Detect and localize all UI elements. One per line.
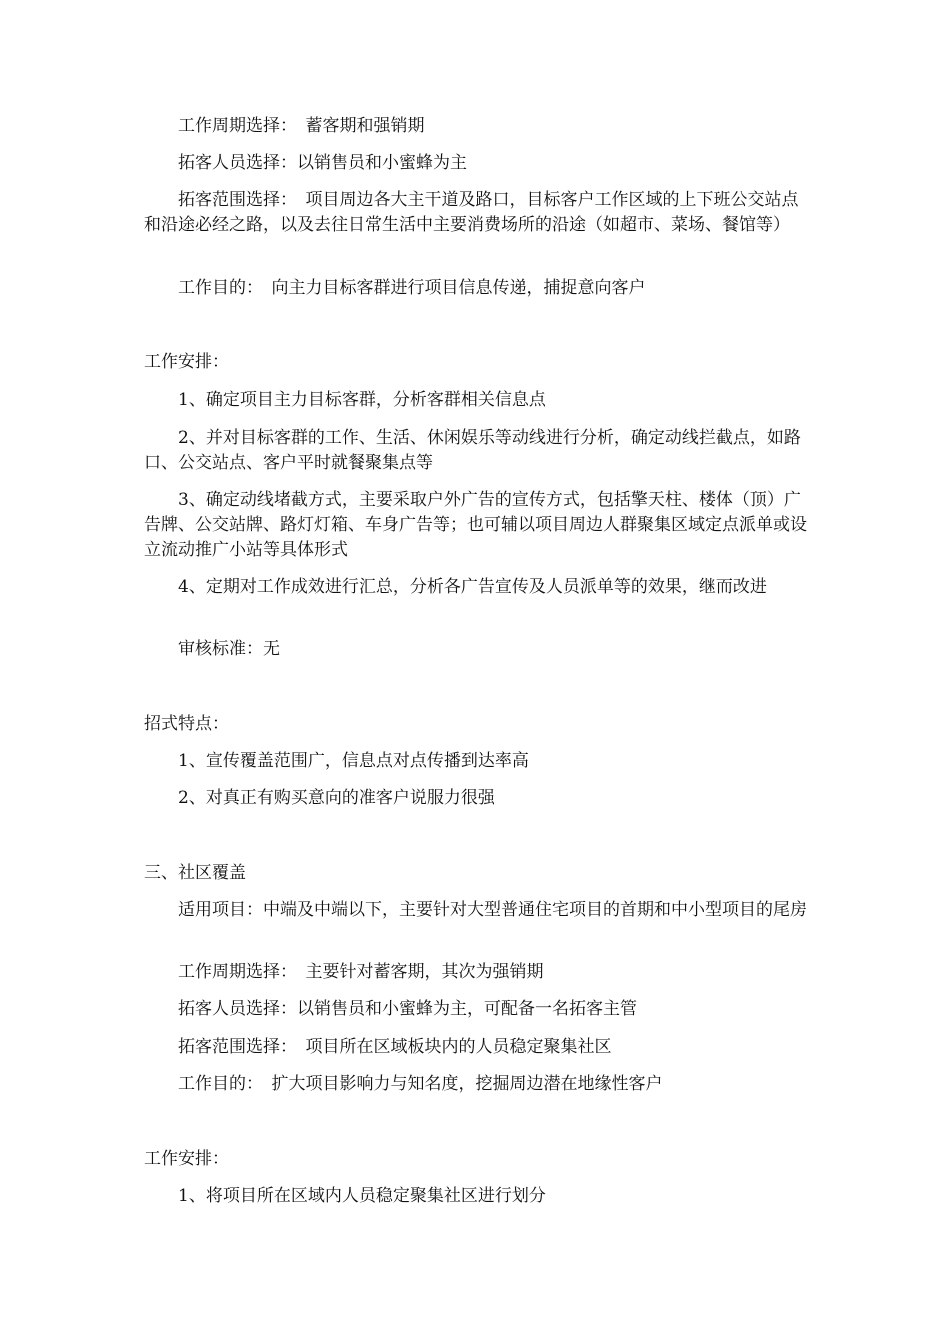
- staff-selection-line-2: 拓客人员选择：以销售员和小蜜蜂为主，可配备一名拓客主管: [178, 999, 637, 1019]
- arrangement-item-3: 3、确定动线堵截方式，主要采取户外广告的宣传方式，包括擎天柱、楼体（顶）广告牌、公交站牌、路灯灯箱、车身广告等；也可辅以项目周边人群聚集区域定点派单或设立流动推广小站等具体形式: [144, 490, 807, 560]
- arrangement-heading: 工作安排：: [144, 352, 229, 372]
- review-standard-line: 审核标准：无: [178, 639, 280, 659]
- features-heading: 招式特点：: [144, 714, 229, 734]
- section-three-heading: 三、社区覆盖: [144, 863, 246, 883]
- range-selection-paragraph: 拓客范围选择： 项目周边各大主干道及路口，目标客户工作区域的上下班公交站点和沿途必经之路，以及去往日常生活中主要消费场所的沿途（如超市、菜场、餐馆等）: [144, 190, 799, 235]
- arrangement-item-1: 1、确定项目主力目标客群，分析客群相关信息点: [178, 390, 546, 410]
- work-purpose-line-2: 工作目的： 扩大项目影响力与知名度，挖掘周边潜在地缘性客户: [178, 1074, 663, 1094]
- feature-item-1: 1、宣传覆盖范围广，信息点对点传播到达率高: [178, 751, 529, 771]
- arrangement-item-4: 4、定期对工作成效进行汇总，分析各广告宣传及人员派单等的效果，继而改进: [178, 577, 767, 597]
- arrangement-heading-2: 工作安排：: [144, 1149, 229, 1169]
- work-cycle-line: 工作周期选择： 蓄客期和强销期: [178, 116, 425, 136]
- work-cycle-line-2: 工作周期选择： 主要针对蓄客期，其次为强销期: [178, 962, 544, 982]
- work-purpose-line: 工作目的： 向主力目标客群进行项目信息传递，捕捉意向客户: [178, 278, 646, 298]
- arrangement-item-2: 2、并对目标客群的工作、生活、休闲娱乐等动线进行分析，确定动线拦截点，如路口、公交站点、客户平时就餐聚集点等: [144, 428, 801, 473]
- applicable-projects-paragraph: 适用项目：中端及中端以下，主要针对大型普通住宅项目的首期和中小型项目的尾房: [178, 900, 807, 920]
- staff-selection-line: 拓客人员选择：以销售员和小蜜蜂为主: [178, 153, 467, 173]
- range-selection-line-2: 拓客范围选择： 项目所在区域板块内的人员稳定聚集社区: [178, 1037, 612, 1057]
- feature-item-2: 2、对真正有购买意向的准客户说服力很强: [178, 788, 495, 808]
- arrangement-b-item-1: 1、将项目所在区域内人员稳定聚集社区进行划分: [178, 1186, 546, 1206]
